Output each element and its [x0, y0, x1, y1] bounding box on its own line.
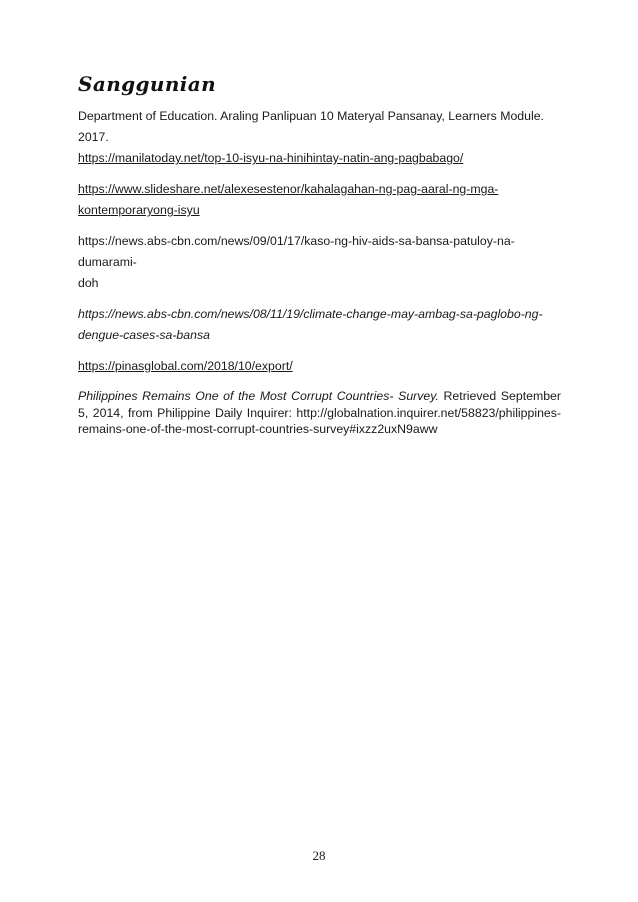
reference-abs-hiv-line2: doh	[78, 276, 99, 290]
reference-inquirer-title: Philippines Remains One of the Most Corrupt Countries- Survey.	[78, 389, 439, 403]
reference-abs-climate-line2: dengue-cases-sa-bansa	[78, 328, 210, 342]
reference-link-slideshare-line1[interactable]: https://www.slideshare.net/alexesestenor/kahalagahan-ng-pag-aaral-ng-mga-	[78, 182, 499, 196]
section-heading: Sanggunian	[78, 72, 217, 96]
page-number: 28	[312, 848, 326, 863]
reference-deped: Department of Education. Araling Panlipuan 10 Materyal Pansanay, Learners Module. 2017.	[78, 109, 544, 144]
reference-inquirer-details: Retrieved September 5, 2014, from Philippine Daily Inquirer: http://globalnation.inquirer.net/58823/philippines-remains-one-of-the-most-corrupt-countries-survey#ixzz2uxN9aww	[78, 389, 561, 436]
references-section	[78, 72, 561, 438]
reference-abs-climate-line1: https://news.abs-cbn.com/news/08/11/19/climate-change-may-ambag-sa-paglobo-ng-	[78, 307, 543, 321]
reference-link-manilatoday[interactable]: https://manilatoday.net/top-10-isyu-na-hinihintay-natin-ang-pagbabago/	[78, 151, 464, 165]
reference-link-slideshare-line2[interactable]: kontemporaryong-isyu	[78, 203, 200, 217]
reference-abs-climate	[78, 304, 561, 346]
reference-slideshare[interactable]	[78, 179, 561, 221]
reference-abs-hiv-line1: https://news.abs-cbn.com/news/09/01/17/kaso-ng-hiv-aids-sa-bansa-patuloy-na-dumarami-	[78, 234, 515, 269]
reference-abs-hiv	[78, 231, 561, 294]
reference-link-pinasglobal[interactable]: https://pinasglobal.com/2018/10/export/	[78, 359, 293, 373]
reference-inquirer	[78, 388, 561, 438]
